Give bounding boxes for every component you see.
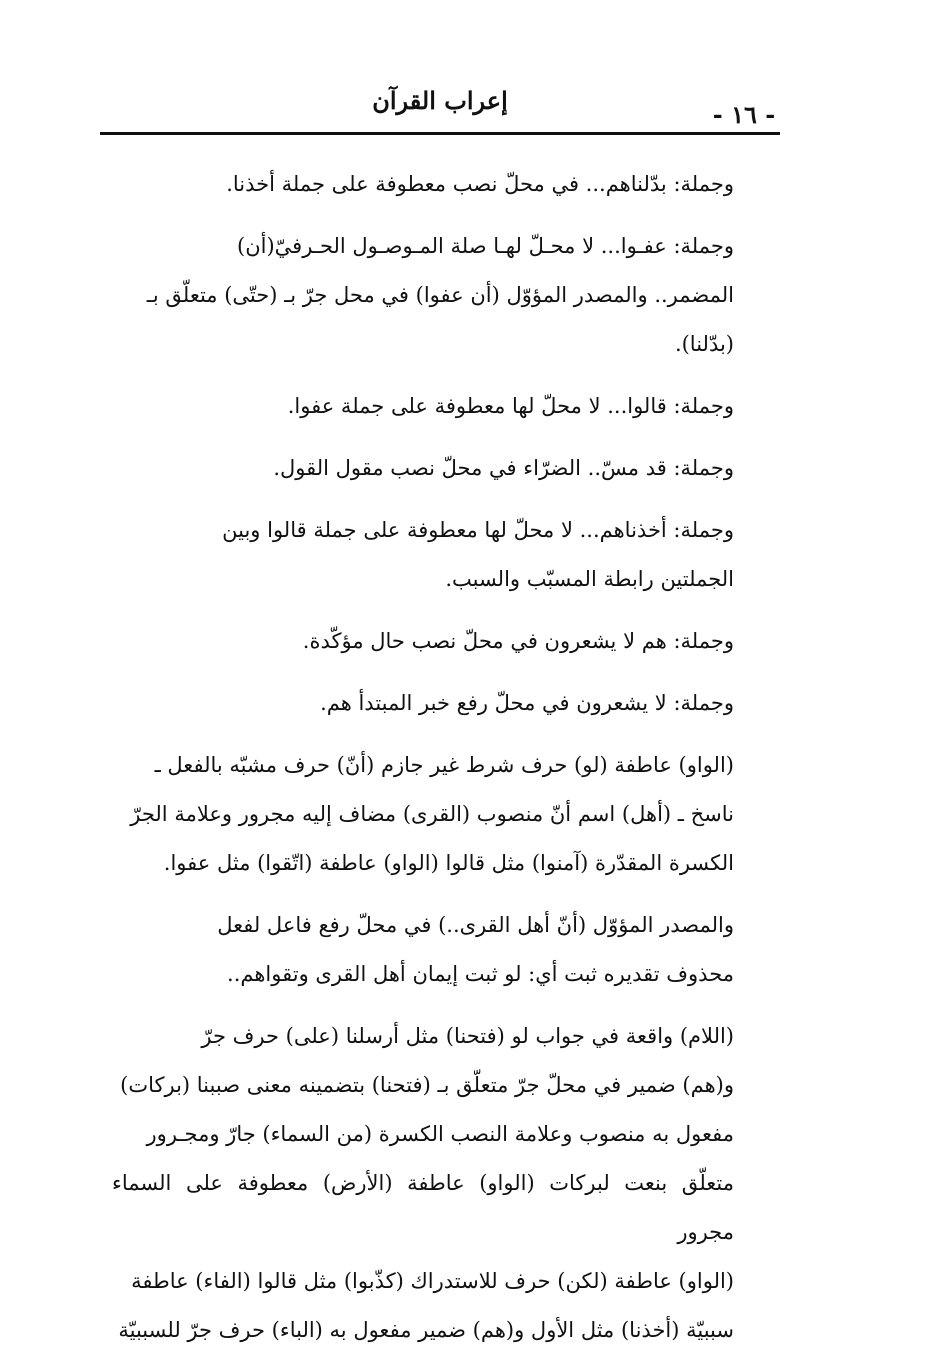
page-body bbox=[112, 160, 776, 1368]
paragraph bbox=[112, 222, 776, 369]
paragraph bbox=[112, 617, 776, 666]
paragraph bbox=[112, 679, 776, 728]
text-line: (اللام) واقعة في جواب لو (فتحنا) مثل أرسلنا (على) حرف جرّ bbox=[201, 1024, 734, 1048]
text-line: وجملة: هم لا يشعرون في محلّ نصب حال مؤكّدة. bbox=[302, 629, 734, 653]
paragraph bbox=[112, 741, 776, 888]
text-line: (بدّلنا). bbox=[674, 332, 734, 356]
paragraph bbox=[112, 1012, 776, 1355]
page-number: - ١٦ - bbox=[712, 100, 776, 129]
text-line: وجملة: عفـوا... لا محـلّ لهـا صلة المـوصـول الحـرفيّ(أن) bbox=[237, 234, 734, 258]
paragraph bbox=[112, 506, 776, 604]
text-line: وجملة: لا يشعرون في محلّ رفع خبر المبتدأ هم. bbox=[320, 691, 734, 715]
text-line: و(هم) ضمير في محلّ جرّ متعلّق بـ (فتحنا) بتضمينه معنى صببنا (بركات) bbox=[120, 1073, 734, 1097]
text-line: محذوف تقديره ثبت أي: لو ثبت إيمان أهل القرى وتقواهم.. bbox=[227, 962, 734, 986]
text-line: والمصدر المؤوّل (أنّ أهل القرى..) في محلّ رفع فاعل لفعل bbox=[217, 913, 734, 937]
header-rule bbox=[100, 132, 780, 135]
text-line: (الواو) عاطفة (لكن) حرف للاستدراك (كذّبوا) مثل قالوا (الفاء) عاطفة bbox=[131, 1269, 734, 1293]
text-line: وجملة: قد مسّ.. الضرّاء في محلّ نصب مقول القول. bbox=[273, 456, 734, 480]
text-line: سببيّة (أخذنا) مثل الأول و(هم) ضمير مفعول به (الباء) حرف جرّ للسببيّة bbox=[118, 1318, 734, 1342]
paragraph bbox=[112, 901, 776, 999]
text-line: المضمر.. والمصدر المؤوّل (أن عفوا) في محل جرّ بـ (حتّى) متعلّق بـ bbox=[146, 283, 734, 307]
text-line: وجملة: أخذناهم... لا محلّ لها معطوفة على جملة قالوا وبين bbox=[222, 518, 734, 542]
text-line: الكسرة المقدّرة (آمنوا) مثل قالوا (الواو) عاطفة (اتّقوا) مثل عفوا. bbox=[163, 851, 734, 875]
running-title: إعراب القرآن bbox=[372, 86, 508, 115]
text-line: متعلّق بنعت لبركات (الواو) عاطفة (الأرض) معطوفة على السماء مجرور bbox=[112, 1171, 734, 1244]
text-line: الجملتين رابطة المسبّب والسبب. bbox=[445, 567, 734, 591]
paragraph bbox=[112, 160, 776, 209]
paragraph bbox=[112, 444, 776, 493]
text-line: مفعول به منصوب وعلامة النصب الكسرة (من السماء) جارّ ومجـرور bbox=[146, 1122, 734, 1146]
text-line: وجملة: قالوا... لا محلّ لها معطوفة على جملة عفوا. bbox=[287, 394, 734, 418]
paragraph bbox=[112, 382, 776, 431]
text-line: ناسخ ـ (أهل) اسم أنّ منصوب (القرى) مضاف إليه مجرور وعلامة الجرّ bbox=[130, 802, 734, 826]
text-line: (الواو) عاطفة (لو) حرف شرط غير جازم (أنّ) حرف مشبّه بالفعل ـ bbox=[154, 753, 734, 777]
page-header bbox=[100, 82, 780, 132]
text-line: وجملة: بدّلناهم... في محلّ نصب معطوفة على جملة أخذنا. bbox=[226, 172, 734, 196]
